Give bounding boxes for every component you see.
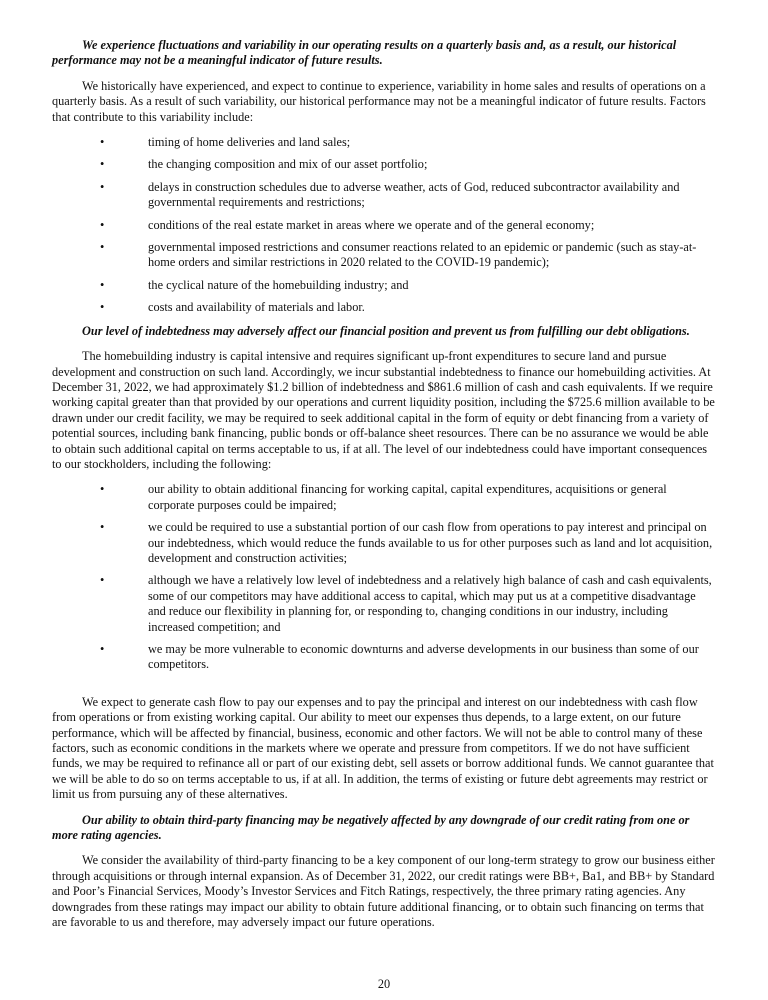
list-item bbox=[52, 482, 716, 513]
list-item bbox=[52, 218, 716, 233]
list-item bbox=[52, 180, 716, 211]
list-item-text: timing of home deliveries and land sales; bbox=[148, 135, 351, 150]
page-number: 20 bbox=[377, 977, 391, 991]
list-item-text: governmental imposed restrictions and consumer reactions related to an epidemic or pandemic (such as stay-at-home orders and similar restrictions in 2020 related to the COVID-19 pandemic); bbox=[148, 240, 697, 270]
section-heading-credit-rating: Our ability to obtain third-party financing may be negatively affected by any downgrade of our credit rating from one or more rating agencies. bbox=[52, 812, 690, 843]
list-item-text: the changing composition and mix of our asset portfolio; bbox=[148, 157, 428, 172]
list-item-text: we could be required to use a substantial portion of our cash flow from operations to pay interest and principal on our indebtedness, which would reduce the funds available to us for other purposes such as land and lot acquisition, development and construction activities; bbox=[148, 520, 713, 565]
bullet-glyph: • bbox=[100, 240, 105, 255]
bullet-glyph: • bbox=[100, 642, 105, 656]
list-item-text: our ability to obtain additional financing for working capital, capital expenditures, acquisitions or general corporate purposes could be impaired; bbox=[148, 482, 667, 512]
bullet-glyph: • bbox=[100, 482, 105, 497]
paragraph-indebtedness: The homebuilding industry is capital intensive and requires significant up-front expenditures to secure land and pursue development and construction on such land. Accordingly, we incur substantial indebtedness to finance our homebuilding activities. At December 31, 2022, we had approximately $1.2 billion of indebtedness and $861.6 million of cash and cash equivalents. If we require working capital greater than that provided by our operations and current liquidity position, including the $725.6 million available to be drawn under our credit facility, we may be required to seek additional capital in the form of equity or debt financing from a variety of potential sources, including bank financing, public bonds or off-balance sheet resources. There can be no assurance we would be able to obtain such additional capital on terms acceptable to us, if at all. The level of our indebtedness could have important consequences to our stockholders, including the following: bbox=[52, 349, 715, 471]
bullet-glyph: • bbox=[100, 520, 105, 535]
list-item bbox=[52, 300, 716, 315]
list-item bbox=[52, 135, 716, 150]
list-item-text: the cyclical nature of the homebuilding industry; and bbox=[148, 277, 409, 292]
paragraph-cash-flow: We expect to generate cash flow to pay our expenses and to pay the principal and interest on our indebtedness with cash flow from operations or from existing working capital. Our ability to meet our expenses thus depends, to a large extent, on our future performance, which will be affected by financial, business, economic and other factors. We will not be able to control many of these factors, such as economic conditions in the markets where we operate and pressure from competitors. If we do not have sufficient funds, we may be required to refinance all or part of our existing debt, sell assets or borrow additional funds. We cannot guarantee that we will be able to do so on terms acceptable to us, if at all. In addition, the terms of existing or future debt agreements may restrict or limit us from pursuing any of these alternatives. bbox=[52, 694, 714, 802]
bullet-list-variability-factors bbox=[52, 135, 716, 316]
bullet-glyph: • bbox=[100, 277, 105, 292]
bullet-glyph: • bbox=[100, 217, 105, 232]
bullet-glyph: • bbox=[100, 179, 105, 194]
list-item bbox=[52, 157, 716, 172]
list-item-text: delays in construction schedules due to adverse weather, acts of God, reduced subcontractor availability and governmental requirements and restrictions; bbox=[148, 179, 680, 210]
page-content bbox=[52, 38, 716, 941]
bullet-glyph: • bbox=[100, 157, 105, 172]
bullet-list-indebtedness-consequences bbox=[52, 482, 716, 672]
list-item-text: although we have a relatively low level of indebtedness and a relatively high balance of cash and cash equivalents, some of our competitors may have additional access to capital, which may put us at a competitive disadvantage and reduce our flexibility in planning for, or responding to, changing conditions in our industry, including increased competition; and bbox=[148, 573, 712, 634]
list-item-text: conditions of the real estate market in areas where we operate and of the general economy; bbox=[148, 217, 595, 232]
list-item-text: costs and availability of materials and labor. bbox=[148, 300, 365, 315]
list-item bbox=[52, 520, 716, 566]
bullet-glyph: • bbox=[100, 135, 105, 150]
section-heading-quarterly-variability: We experience fluctuations and variability in our operating results on a quarterly basis and, as a result, our historical performance may not be a meaningful indicator of future results. bbox=[52, 38, 677, 68]
bullet-glyph: • bbox=[100, 300, 105, 315]
list-item-text: we may be more vulnerable to economic downturns and adverse developments in our business than some of our competitors. bbox=[148, 642, 699, 672]
list-item bbox=[52, 642, 716, 673]
list-item bbox=[52, 240, 716, 271]
paragraph-credit-rating: We consider the availability of third-party financing to be a key component of our long-term strategy to grow our business either through acquisitions or through internal expansion. As of December 31, 2022, our credit ratings were BB+, Ba1, and BB+ by Standard and Poor’s Financial Services, Moody’s Investor Services and Fitch Ratings, respectively, the three primary rating agencies. Any downgrades from these ratings may impact our ability to obtain future additional financing, or to obtain such financing on terms that are favorable to us and therefore, may adversely impact our future operations. bbox=[52, 853, 715, 930]
section-heading-indebtedness: Our level of indebtedness may adversely affect our financial position and prevent us from fulfilling our debt obligations. bbox=[82, 323, 690, 338]
list-item bbox=[52, 573, 716, 635]
bullet-glyph: • bbox=[100, 573, 105, 588]
paragraph-quarterly-variability: We historically have experienced, and expect to continue to experience, variability in home sales and results of operations on a quarterly basis. As a result of such variability, our historical performance may not be a meaningful indicator of future results. Factors that contribute to this variability include: bbox=[52, 78, 706, 124]
list-item bbox=[52, 278, 716, 293]
